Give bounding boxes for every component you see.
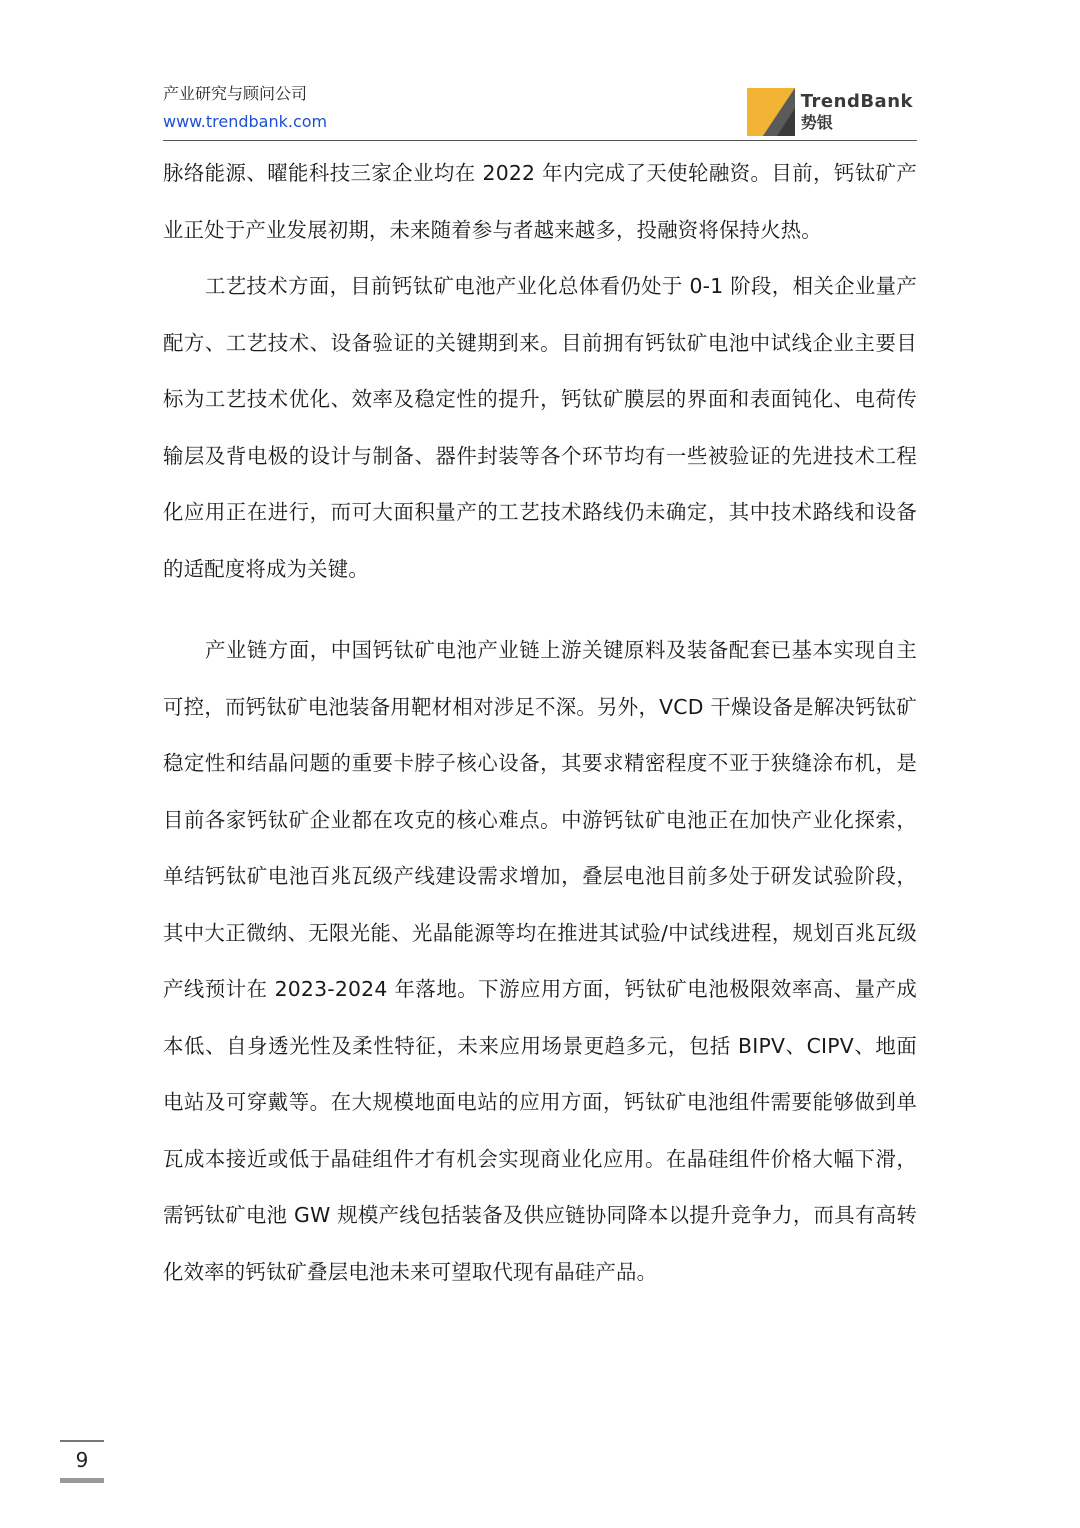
page-number: 9 [75,1448,89,1472]
page-footer [60,1440,104,1483]
logo-text [801,93,913,131]
page-number-rule-bottom [60,1478,104,1483]
paragraph-2: 工艺技术方面，目前钙钛矿电池产业化总体看仍处于 0-1 阶段，相关企业量产配方、工艺技术、设备验证的关键期到来。目前拥有钙钛矿电池中试线企业主要目标为工艺技术优化、效率及稳定性的提升，钙钛矿膜层的界面和表面钝化、电荷传输层及背电极的设计与制备、器件封装等各个环节均有一些被验证的先进技术工程化应用正在进行，而可大面积量产的工艺技术路线仍未确定，其中技术路线和设备的适配度将成为关键。 [163,274,917,581]
document-body [163,145,917,1300]
paragraph-spacer [163,597,917,622]
logo-name-cn: 势银 [800,113,833,132]
paragraph-1: 脉络能源、曜能科技三家企业均在 2022 年内完成了天使轮融资。目前，钙钛矿产业正处于产业发展初期，未来随着参与者越来越多，投融资将保持火热。 [163,161,917,242]
company-tagline: 产业研究与顾问公司 [163,84,308,103]
trendbank-logo-icon [747,88,795,136]
trendbank-logo [747,87,913,137]
page-header [163,78,917,140]
paragraph-3: 产业链方面，中国钙钛矿电池产业链上游关键原料及装备配套已基本实现自主可控，而钙钛矿电池装备用靶材相对涉足不深。另外，VCD 干燥设备是解决钙钛矿稳定性和结晶问题的重要卡脖子核心设备，其要求精密程度不亚于狭缝涂布机，是目前各家钙钛矿企业都在攻克的核心难点。中游钙钛矿电池正在加快产业化探索，单结钙钛矿电池百兆瓦级产线建设需求增加，叠层电池目前多处于研发试验阶段，其中大正微纳、无限光能、光晶能源等均在推进其试验/中试线进程，规划百兆瓦级产线预计在 2023-2024 年落地。下游应用方面，钙钛矿电池极限效率高、量产成本低、自身透光性及柔性特征，未来应用场景更趋多元，包括 BIPV、CIPV、地面电站及可穿戴等。在大规模地面电站的应用方面，钙钛矿电池组件需要能够做到单瓦成本接近或低于晶硅组件才有机会实现商业化应用。在晶硅组件价格大幅下滑，需钙钛矿电池 GW 规模产线包括装备及供应链协同降本以提升竞争力，而具有高转化效率的钙钛矿叠层电池未来可望取代现有晶硅产品。 [163,638,917,1284]
header-divider [163,140,917,141]
website-link[interactable]: www.trendbank.com [163,112,328,131]
logo-name-en: TrendBank [800,91,913,112]
header-left [163,82,327,134]
